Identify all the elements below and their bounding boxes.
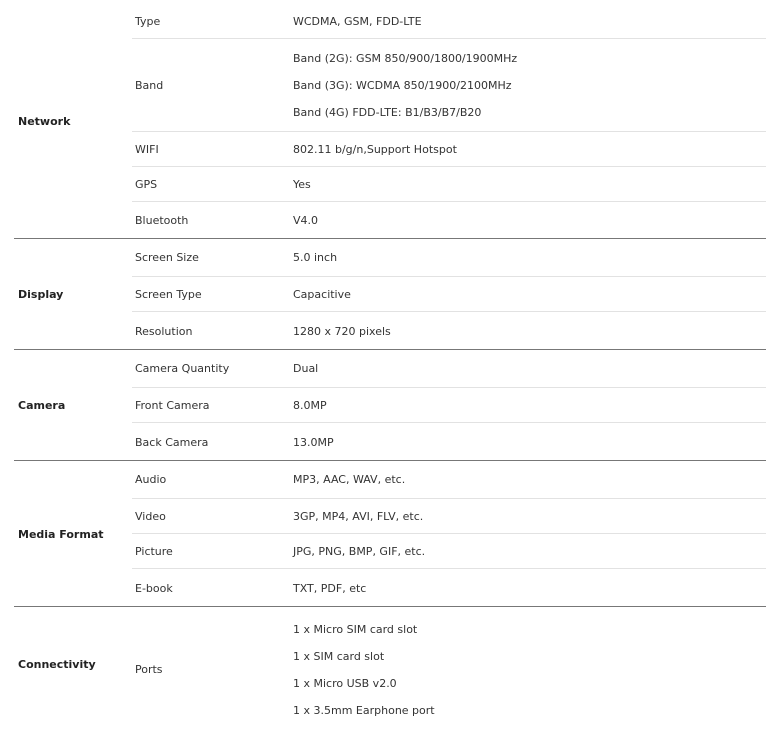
- spec-value: JPG, PNG, BMP, GIF, etc.: [293, 545, 426, 558]
- spec-value: Band (2G): GSM 850/900/1800/1900MHz: [293, 51, 518, 65]
- spec-label: Bluetooth: [135, 214, 189, 227]
- spec-value: 1 x Micro USB v2.0: [293, 676, 397, 690]
- section-connectivity: [14, 606, 766, 722]
- spec-label: Audio: [135, 473, 167, 486]
- spec-value: 1280 x 720 pixels: [293, 324, 391, 338]
- spec-row: [132, 607, 766, 732]
- spec-label: Camera Quantity: [135, 362, 230, 375]
- spec-row: [132, 350, 766, 387]
- spec-value: Dual: [293, 362, 319, 375]
- spec-value: 802.11 b/g/n,Support Hotspot: [293, 143, 457, 156]
- spec-label: GPS: [135, 178, 158, 191]
- spec-label: E-book: [135, 581, 173, 595]
- spec-row: [132, 276, 766, 312]
- spec-value: 1 x 3.5mm Earphone port: [293, 703, 435, 717]
- spec-row: [132, 4, 766, 38]
- spec-row: [132, 239, 766, 276]
- spec-label: Video: [135, 510, 166, 523]
- spec-label: Screen Type: [135, 288, 202, 301]
- spec-value: 3GP, MP4, AVI, FLV, etc.: [293, 510, 424, 523]
- category-label: Display: [18, 288, 64, 301]
- spec-value: TXT, PDF, etc: [293, 581, 367, 595]
- category-label: Connectivity: [18, 658, 96, 671]
- category-label: Camera: [18, 399, 66, 412]
- spec-row: [132, 38, 766, 131]
- spec-label: Back Camera: [135, 435, 209, 449]
- spec-row: [132, 498, 766, 534]
- category-label: Media Format: [18, 527, 104, 541]
- spec-value: Capacitive: [293, 288, 351, 301]
- spec-label: Type: [135, 14, 161, 28]
- section-display: [14, 238, 766, 350]
- spec-label: WIFI: [135, 143, 159, 156]
- spec-row: [132, 461, 766, 498]
- spec-row: [132, 166, 766, 202]
- spec-row: [132, 422, 766, 461]
- spec-row: [132, 131, 766, 167]
- spec-value: WCDMA, GSM, FDD-LTE: [293, 14, 422, 28]
- spec-value: 1 x SIM card slot: [293, 649, 385, 663]
- spec-value: 8.0MP: [293, 399, 327, 412]
- spec-label: Ports: [135, 663, 163, 676]
- spec-label: Resolution: [135, 324, 193, 338]
- spec-value: 5.0 inch: [293, 251, 338, 264]
- spec-value: MP3, AAC, WAV, etc.: [293, 473, 406, 486]
- section-camera: [14, 349, 766, 461]
- spec-value: Band (3G): WCDMA 850/1900/2100MHz: [293, 78, 512, 92]
- spec-row: [132, 568, 766, 607]
- spec-label: Front Camera: [135, 399, 210, 412]
- spec-label: Band: [135, 78, 164, 92]
- section-media-format: [14, 460, 766, 607]
- spec-value: V4.0: [293, 214, 319, 227]
- spec-row: [132, 201, 766, 239]
- spec-label: Picture: [135, 545, 173, 558]
- spec-value: 1 x Micro SIM card slot: [293, 622, 418, 636]
- spec-row: [132, 533, 766, 569]
- section-network: [14, 4, 766, 238]
- spec-label: Screen Size: [135, 251, 199, 264]
- spec-value: Band (4G) FDD-LTE: B1/B3/B7/B20: [293, 105, 482, 119]
- spec-row: [132, 311, 766, 350]
- spec-row: [132, 387, 766, 423]
- spec-value: 13.0MP: [293, 435, 334, 449]
- spec-value: Yes: [293, 178, 311, 191]
- category-label: Network: [18, 114, 71, 128]
